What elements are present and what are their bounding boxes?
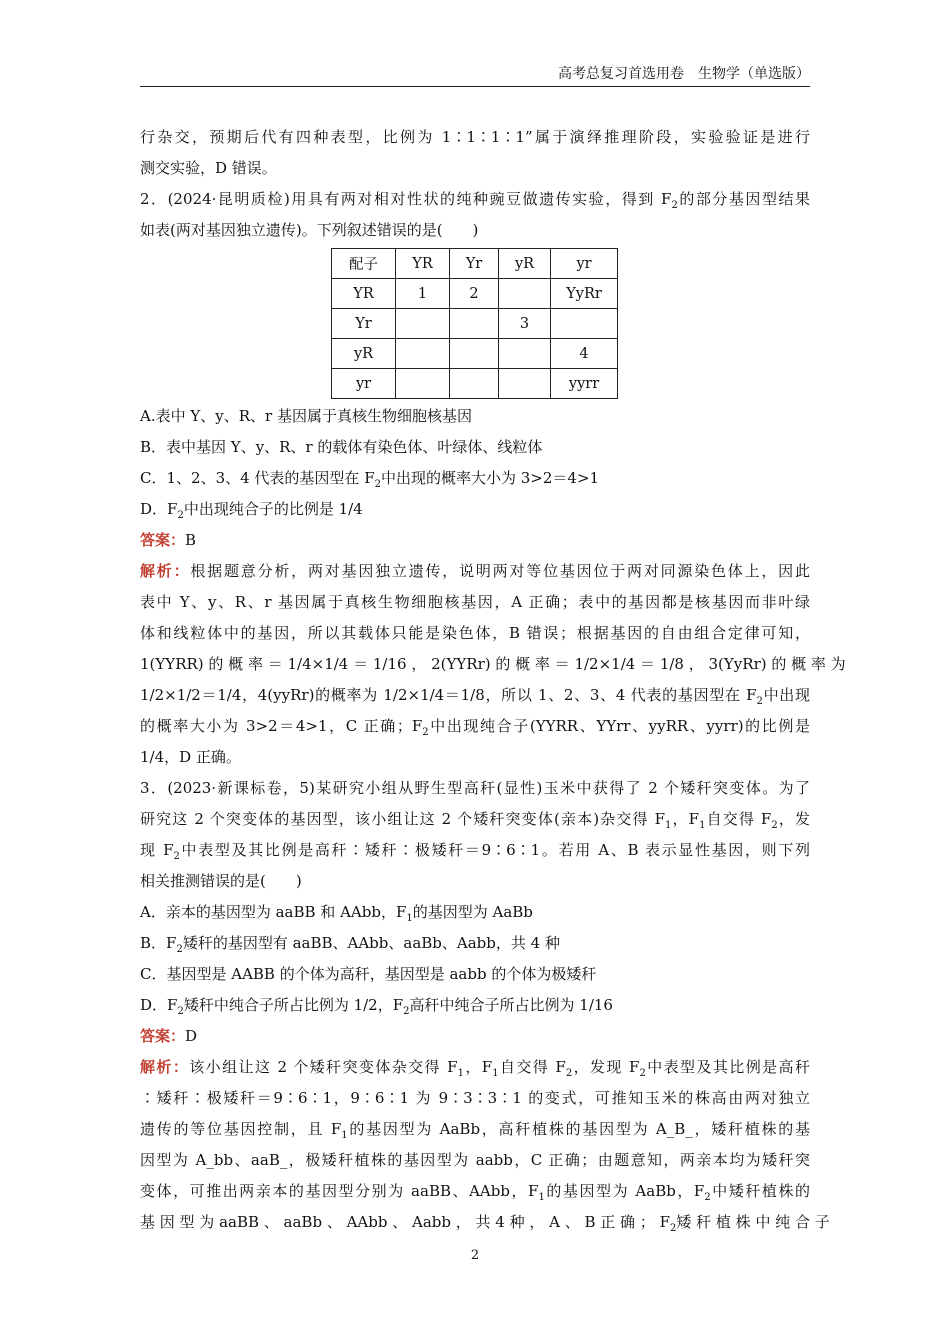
question-3-stem: 3．(2023·新课标卷，5)某研究小组从野生型高秆(显性)玉米中获得了 2 个矮秆突变体。为了	[140, 779, 810, 797]
analysis-line: 因型为 A_bb、aaB_，极矮秆植株的基因型为 aabb，C 正确；由题意知，两亲本均为矮秆突	[140, 1151, 810, 1169]
table-header-cell: yr	[551, 249, 618, 279]
table-cell: 1	[396, 279, 450, 309]
table-header-cell: YR	[396, 249, 450, 279]
table-cell: yr	[332, 369, 396, 399]
analysis-line: 1/2×1/2＝1/4，4(yyRr)的概率为 1/2×1/4＝1/8，所以 1、2、3、4 代表的基因型在 $F_2$中出现	[140, 686, 810, 707]
table-row	[332, 279, 618, 309]
table-cell: yR	[332, 339, 396, 369]
table-cell: Yr	[332, 309, 396, 339]
question-3-stem: 现 $F_2$中表型及其比例是高秆∶矮秆∶极矮秆＝9∶6∶1。若用 A、B 表示显性基因，则下列	[140, 841, 810, 862]
analysis-line: 变体，可推出两亲本的基因型分别为 aaBB、AAbb，$F_1$的基因型为 AaBb，$F_2$中矮秆植株的	[140, 1182, 810, 1203]
analysis-line: 体和线粒体中的基因，所以其载体只能是染色体，B 错误；根据基因的自由组合定律可知，	[140, 624, 810, 642]
option-b: B．$F_2$矮秆的基因型有 aaBB、AAbb、aaBb、Aabb，共 4 种	[140, 934, 560, 955]
table-cell: 3	[499, 309, 551, 339]
option-d: D．$F_2$中出现纯合子的比例是 1/4	[140, 500, 363, 521]
table-row	[332, 369, 618, 399]
question-3-stem: 相关推测错误的是( )	[140, 872, 302, 890]
page-number: 2	[470, 1248, 480, 1263]
option-c: C．1、2、3、4 代表的基因型在 $F_2$中出现的概率大小为 3>2＝4>1	[140, 469, 600, 490]
table-cell	[396, 309, 450, 339]
answer-value: D	[185, 1027, 198, 1045]
option-d: D．$F_2$矮秆中纯合子所占比例为 1/2，$F_2$高秆中纯合子所占比例为 1/16	[140, 996, 613, 1017]
table-header-cell: yR	[499, 249, 551, 279]
table-cell: 4	[551, 339, 618, 369]
option-c: C．基因型是 AABB 的个体为高秆，基因型是 aabb 的个体为极矮秆	[140, 965, 597, 983]
table-cell	[499, 369, 551, 399]
table-cell	[450, 369, 499, 399]
analysis-line: ∶矮秆∶极矮秆＝9∶6∶1，9∶6∶1 为 9∶3∶3∶1 的变式，可推知玉米的株高由两对独立	[140, 1089, 810, 1107]
table-header-cell: 配子	[332, 249, 396, 279]
answer-value: B	[185, 531, 197, 549]
question-2-stem: 2．(2024·昆明质检)用具有两对相对性状的纯种豌豆做遗传实验，得到 $F_2$的部分基因型结果	[140, 190, 810, 211]
table-row	[332, 309, 618, 339]
option-b: B．表中基因 Y、y、R、r 的载体有染色体、叶绿体、线粒体	[140, 438, 543, 456]
table-row	[332, 339, 618, 369]
table-cell	[499, 339, 551, 369]
question-3-stem: 研究这 2 个突变体的基因型，该小组让这 2 个矮秆突变体(亲本)杂交得 $F_1$，$F_1$自交得 $F_2$，发	[140, 810, 810, 831]
table-cell	[450, 339, 499, 369]
analysis-line: 遗传的等位基因控制，且 $F_1$的基因型为 AaBb，高秆植株的基因型为 A_B_，矮秆植株的基	[140, 1120, 810, 1141]
analysis-label: 解析：	[140, 1058, 190, 1076]
analysis-line: 的概率大小为 3>2＝4>1，C 正确；$F_2$中出现纯合子(YYRR、YYrr、yyRR、yyrr)的比例是	[140, 717, 810, 738]
answer-label: 答案：	[140, 531, 186, 549]
table-cell	[450, 309, 499, 339]
table-cell: YR	[332, 279, 396, 309]
table-cell	[551, 309, 618, 339]
analysis-line: 1(YYRR) 的 概 率 ＝ 1/4×1/4 ＝ 1/16 ， 2(YYRr) 的 概 率 ＝ 1/2×1/4 ＝ 1/8 ， 3(YyRr) 的 概 率 为	[140, 655, 846, 673]
gamete-table	[331, 248, 618, 399]
table-cell	[499, 279, 551, 309]
table-cell	[396, 339, 450, 369]
option-a: A.表中 Y、y、R、r 基因属于真核生物细胞核基因	[140, 407, 472, 425]
page-content	[140, 122, 846, 1238]
answer-line	[140, 1021, 810, 1052]
analysis-line: 表中 Y、y、R、r 基因属于真核生物细胞核基因，A 正确；表中的基因都是核基因而非叶绿	[140, 593, 810, 611]
analysis-line: 解析：根据题意分析，两对基因独立遗传，说明两对等位基因位于两对同源染色体上，因此	[140, 562, 810, 580]
table-cell: 2	[450, 279, 499, 309]
table-header-row	[332, 249, 618, 279]
table-header-cell: Yr	[450, 249, 499, 279]
text-line: 行杂交，预期后代有四种表型，比例为 1∶1∶1∶1”属于演绎推理阶段，实验验证是进行	[140, 128, 810, 146]
table-cell: yyrr	[551, 369, 618, 399]
question-2-stem: 如表(两对基因独立遗传)。下列叙述错误的是( )	[140, 221, 479, 239]
analysis-line: 解析：该小组让这 2 个矮秆突变体杂交得 $F_1$，$F_1$自交得 $F_2$，发现 $F_2$中表型及其比例是高秆	[140, 1058, 810, 1079]
analysis-label: 解析：	[140, 562, 191, 580]
answer-label: 答案：	[140, 1027, 186, 1045]
header-title: 高考总复习首选用卷 生物学（单选版）	[558, 66, 810, 82]
analysis-line: 1/4，D 正确。	[140, 748, 241, 766]
analysis-line: 基 因 型 为 aaBB 、 aaBb 、 AAbb 、 Aabb ， 共 4 种 ， A 、 B 正 确 ； $F_2$矮 秆 植 株 中 纯 合 子	[140, 1213, 830, 1234]
option-a: A．亲本的基因型为 aaBB 和 AAbb，$F_1$的基因型为 AaBb	[140, 903, 533, 924]
page-header	[140, 64, 810, 87]
table-cell: YyRr	[551, 279, 618, 309]
table-cell	[396, 369, 450, 399]
text-line: 测交实验，D 错误。	[140, 159, 277, 177]
answer-line	[140, 525, 810, 556]
